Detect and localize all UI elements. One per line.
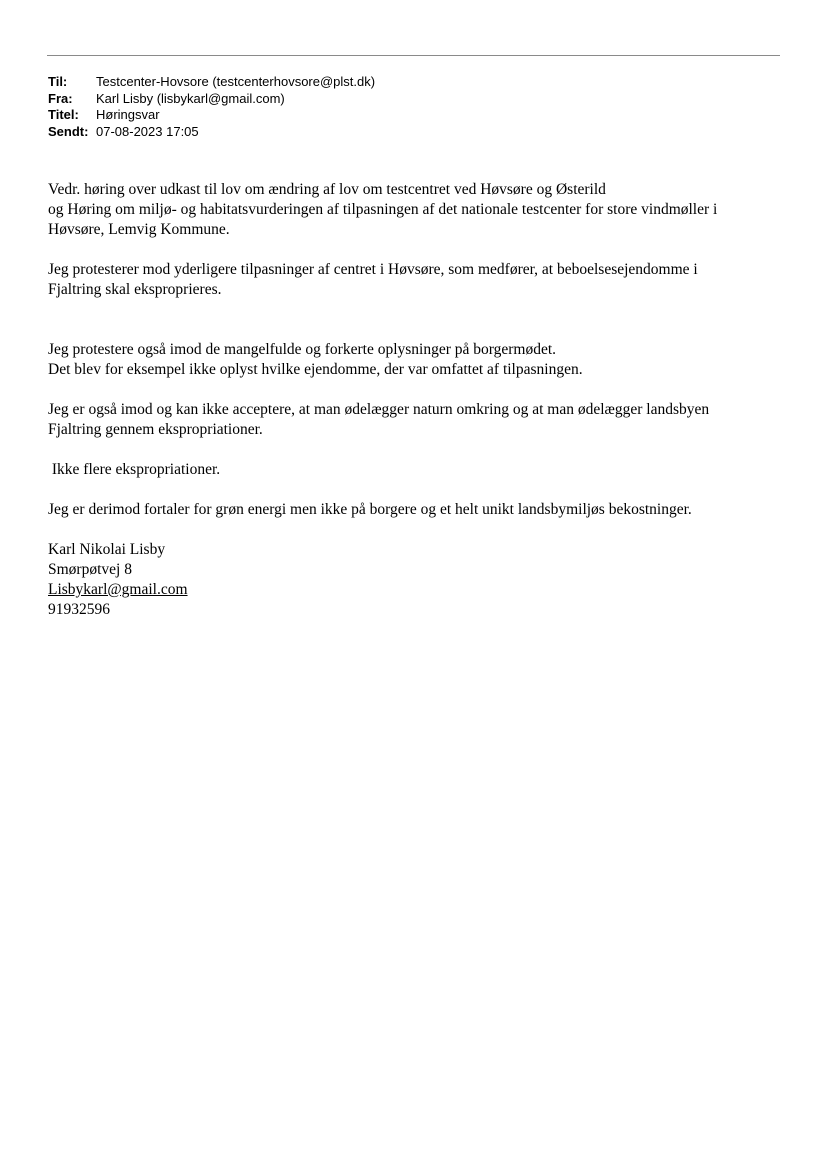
paragraph-no-expropriations	[48, 460, 783, 480]
email-body	[48, 180, 783, 620]
subject-value: Høringsvar	[96, 107, 160, 122]
signature-address: Smørpøtvej 8	[48, 561, 132, 578]
body-line: Jeg er derimod fortaler for grøn energi men ikke på borgere og et helt unikt landsbymiljøs bekostninger.	[48, 501, 692, 518]
sent-value: 07-08-2023 17:05	[96, 123, 199, 139]
body-line: Ikke flere ekspropriationer.	[48, 461, 221, 478]
to-label: Til:	[48, 74, 68, 89]
to-value: Testcenter-Hovsore (testcenterhovsore@plst.dk)	[96, 74, 376, 89]
paragraph-subject-reference	[48, 180, 783, 240]
body-line: Det blev for eksempel ikke oplyst hvilke ejendomme, der var omfattet af tilpasningen.	[48, 361, 583, 378]
from-label: Fra:	[48, 90, 73, 106]
body-line: Jeg protesterer mod yderligere tilpasninger af centret i Høvsøre, som medfører, at beboelsesejendomme i	[48, 261, 698, 278]
paragraph-information	[48, 340, 783, 380]
header-divider	[47, 55, 780, 56]
sent-label: Sendt:	[48, 123, 89, 139]
from-value: Karl Lisby (lisbykarl@gmail.com)	[96, 90, 285, 106]
body-line: og Høring om miljø- og habitatsvurderingen af tilpasningen af det nationale testcenter for store vindmøller i	[48, 201, 718, 218]
body-line: Vedr. høring over udkast til lov om ændring af lov om testcentret ved Høvsøre og Østerild	[48, 181, 606, 198]
body-line: Høvsøre, Lemvig Kommune.	[48, 221, 230, 238]
body-line: Jeg er også imod og kan ikke acceptere, at man ødelægger naturn omkring og at man ødelægger landsbyen	[48, 401, 710, 418]
signature-phone: 91932596	[48, 601, 110, 618]
header-row-subject	[48, 107, 375, 124]
body-line: Fjaltring gennem ekspropriationer.	[48, 421, 263, 438]
email-header	[48, 74, 375, 140]
header-row-from	[48, 91, 375, 108]
header-row-to	[48, 74, 375, 91]
header-row-sent	[48, 124, 375, 141]
signature-name: Karl Nikolai Lisby	[48, 541, 166, 558]
signature-email-link[interactable]: Lisbykarl@gmail.com	[48, 581, 188, 598]
paragraph-green-energy	[48, 500, 783, 520]
body-line: Fjaltring skal eksproprieres.	[48, 281, 222, 298]
subject-label: Titel:	[48, 107, 79, 122]
paragraph-protest	[48, 260, 783, 300]
body-line: Jeg protestere også imod de mangelfulde og forkerte oplysninger på borgermødet.	[48, 341, 557, 358]
signature	[48, 540, 783, 620]
paragraph-nature	[48, 400, 783, 440]
